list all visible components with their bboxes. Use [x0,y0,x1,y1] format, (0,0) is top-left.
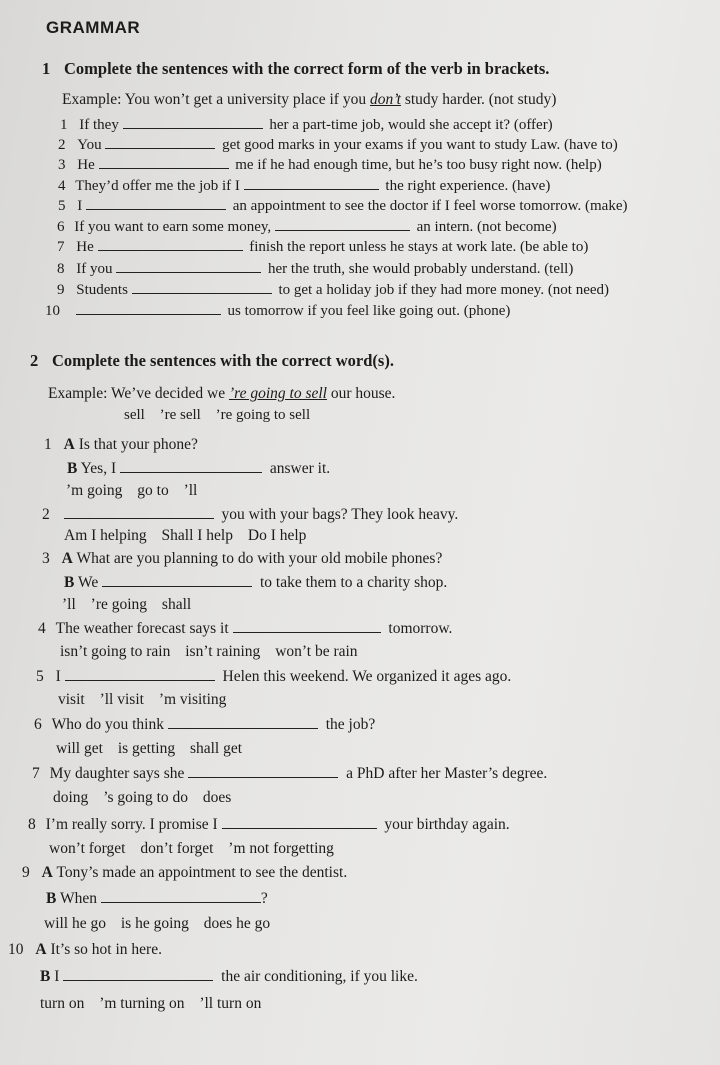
item-number: 8 [57,261,65,277]
answer-blank[interactable] [275,218,410,231]
answer-options [60,643,369,661]
exercise-item [57,218,557,235]
item-number: 8 [28,816,36,833]
item-text-after: get good marks in your exams if you want to study Law. (have to) [222,137,618,153]
item-text-before: Students [76,282,128,298]
section-2-heading [30,351,394,371]
example-answer: ’re going to sell [228,385,327,402]
exercise-item-line [40,968,418,985]
item-text-before: He [77,157,95,173]
item-text-after: you with your bags? They look heavy. [221,506,459,523]
exercise-item [38,620,452,637]
item-text-before: He [76,239,94,255]
option[interactable]: ’ll [62,596,76,613]
item-number: 1 [44,436,52,453]
section-heading-text: Complete the sentences with the correct word(s). [52,351,394,370]
option[interactable]: go to [137,482,169,499]
speaker-label: A [61,550,73,567]
speaker-label: A [41,864,53,881]
example-suffix: study harder. (not study) [404,91,557,108]
answer-options [44,915,281,933]
option[interactable]: will he go [44,915,106,932]
item-text-after: tomorrow. [388,620,453,637]
example-answer: don’t [369,91,401,108]
exercise-item-line [64,574,447,591]
item-text-before: If they [79,117,119,133]
item-text-after: ? [260,890,268,907]
option[interactable]: ’ll visit [99,691,144,708]
answer-blank[interactable] [63,968,213,981]
exercise-item [42,506,458,523]
exercise-item-line [46,890,268,907]
item-text-after: Helen this weekend. We organized it ages ago. [222,668,512,685]
example-suffix: our house. [330,385,396,402]
item-text-after: a PhD after her Master’s degree. [346,765,548,782]
exercise-item [32,765,547,782]
answer-blank[interactable] [123,116,263,129]
item-text-before: I [54,968,60,985]
option[interactable]: shall [161,596,192,613]
answer-options [56,740,253,758]
item-text-before: We [77,574,99,591]
item-number: 5 [58,198,66,214]
item-text-before: I [77,198,83,214]
item-text-before: You [77,137,102,153]
exercise-item [42,551,442,567]
option[interactable]: does [202,789,232,806]
item-text-after: her the truth, she would probably understand. (tell) [268,261,574,277]
answer-options [40,995,272,1013]
answer-blank[interactable] [98,238,243,251]
answer-options [62,596,202,614]
option[interactable]: does he go [203,915,271,932]
item-number: 10 [8,941,24,958]
exercise-item [34,716,375,733]
section-heading-text: Complete the sentences with the correct form of the verb in brackets. [64,59,550,78]
item-text-after: an appointment to see the doctor if I feel worse tomorrow. (make) [232,198,628,214]
option[interactable]: will get [56,740,103,757]
item-number: 7 [32,765,40,782]
item-number: 1 [60,117,68,133]
item-number: 6 [57,219,65,235]
speaker-label: B [46,890,57,907]
item-text-after: the job? [325,716,376,733]
option: ’re going to sell [215,407,311,423]
item-number: 5 [36,668,44,685]
item-text-after: finish the report unless he stays at work late. (be able to) [249,239,589,255]
option: sell [124,407,145,423]
page-title: GRAMMAR [46,18,141,37]
option[interactable]: ’re going [90,596,148,613]
option[interactable]: ’m turning on [99,995,185,1012]
option[interactable]: ’m going [66,482,123,499]
answer-blank[interactable] [188,765,338,778]
exercise-item-line [67,460,330,477]
option[interactable]: visit [58,691,85,708]
answer-blank[interactable] [86,197,226,210]
item-text-after: the right experience. (have) [385,178,551,194]
item-text-before: My daughter says she [49,765,185,782]
item-text-before: They’d offer me the job if I [75,178,240,194]
answer-options [64,527,317,545]
item-text-before: Is that your phone? [78,436,198,453]
answer-blank[interactable] [244,177,379,190]
item-number: 2 [58,137,66,153]
option[interactable]: ’s going to do [103,789,189,806]
exercise-item [58,136,618,153]
item-text-before: If you want to earn some money, [74,219,272,235]
item-text-after: me if he had enough time, but he’s too busy right now. (help) [235,157,602,173]
answer-blank[interactable] [120,460,262,473]
answer-options [66,482,208,500]
item-number: 6 [34,716,42,733]
item-text-after: the air conditioning, if you like. [221,968,418,985]
option[interactable]: Shall I help [161,527,233,544]
option[interactable]: ’ll turn on [199,995,262,1012]
item-number: 10 [45,303,60,319]
speaker-label: B [40,968,51,985]
example-prefix: Example: You won’t get a university place if you [62,91,367,108]
item-number: 7 [57,239,65,255]
item-number: 2 [42,506,50,523]
item-text-after: an intern. (not become) [416,219,557,235]
answer-options [49,840,345,858]
answer-options [58,691,237,709]
item-text-after: your birthday again. [384,816,510,833]
item-text-before: When [59,890,97,907]
answer-blank[interactable] [105,136,215,149]
item-text-after: her a part-time job, would she accept it? (offer) [269,117,553,133]
item-text-after: to take them to a charity shop. [259,574,448,591]
item-number: 3 [42,550,50,567]
option[interactable]: ’m visiting [158,691,227,708]
exercise-item [44,437,198,453]
answer-blank[interactable] [64,506,214,519]
item-text-before: It’s so hot in here. [50,941,162,958]
answer-blank[interactable] [65,668,215,681]
option[interactable]: is he going [120,915,189,932]
answer-blank[interactable] [116,260,261,273]
item-number: 3 [58,157,66,173]
answer-blank[interactable] [168,716,318,729]
option: ’re sell [159,407,201,423]
answer-blank[interactable] [99,156,229,169]
item-text-after: to get a holiday job if they had more money. (not need) [278,282,610,298]
exercise-item [45,302,510,319]
item-text-before: I’m really sorry. I promise I [45,816,218,833]
exercise-item [58,156,602,173]
answer-blank[interactable] [102,574,252,587]
item-text-before: The weather forecast says it [55,620,229,637]
answer-blank[interactable] [222,816,377,829]
section-1-heading [42,59,549,79]
item-text-after: us tomorrow if you feel like going out. (phone) [227,303,511,319]
option[interactable]: doing [53,789,89,806]
item-text-before: Yes, I [80,460,117,477]
exercise-item [58,197,627,214]
option[interactable]: ’m not forgetting [228,840,334,857]
section-1-example [62,92,556,108]
option[interactable]: turn on [40,995,85,1012]
exercise-item [57,260,573,277]
speaker-label: A [35,941,47,958]
speaker-label: B [67,460,78,477]
answer-blank[interactable] [101,890,261,903]
exercise-item [22,865,347,881]
item-text-after: answer it. [269,460,331,477]
option[interactable]: won’t be rain [275,643,358,660]
item-text-before: Tony’s made an appointment to see the dentist. [56,864,348,881]
option[interactable]: isn’t raining [185,643,261,660]
item-number: 4 [58,178,66,194]
item-number: 9 [22,864,30,881]
item-number: 9 [57,282,65,298]
speaker-label: B [64,574,75,591]
item-number: 4 [38,620,46,637]
section-number: 1 [42,59,51,78]
section-number: 2 [30,351,39,370]
answer-blank[interactable] [233,620,381,633]
option[interactable]: won’t forget [49,840,126,857]
option[interactable]: ’ll [183,482,198,499]
answer-blank[interactable] [132,281,272,294]
option[interactable]: shall get [189,740,243,757]
exercise-item [60,116,553,133]
item-text-before: I [55,668,61,685]
option[interactable]: is getting [117,740,176,757]
exercise-item [57,238,588,255]
option[interactable]: Am I helping [64,527,147,544]
exercise-item [28,816,510,833]
example-options [124,407,321,424]
option[interactable]: Do I help [247,527,307,544]
section-2-example [48,386,395,402]
exercise-item [36,668,511,685]
option[interactable]: don’t forget [140,840,214,857]
item-text-before: Who do you think [51,716,164,733]
answer-blank[interactable] [76,302,221,315]
item-text-before: If you [76,261,113,277]
exercise-item [57,281,609,298]
example-prefix: Example: We’ve decided we [48,385,226,402]
option[interactable]: isn’t going to rain [60,643,171,660]
answer-options [53,789,242,807]
exercise-item [8,942,162,958]
exercise-item [58,177,550,194]
item-text-before: What are you planning to do with your old mobile phones? [76,550,443,567]
speaker-label: A [63,436,75,453]
